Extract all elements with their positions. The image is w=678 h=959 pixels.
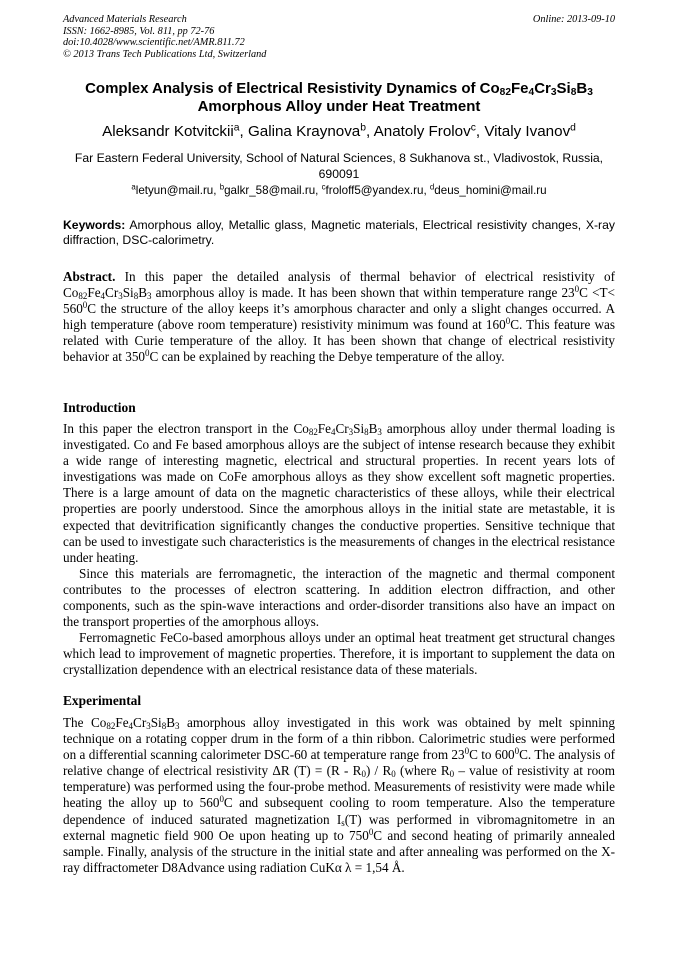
- paragraph: In this paper the electron transport in the $Co_{82}Fe_4Cr_3Si_8B_3$ amorphous alloy under thermal loading is investigated. Co and Fe based amorphous alloys are the subject of intense research because they exhibit a wide range of interesting magnetic, electrical and structural properties. In recent years lots of investigations was made on CoFe amorphous alloys as they show excellent soft magnetic properties. There is a large amount of data on the magnetic characteristics of these alloys, while their electrical properties are poorly understood. Since the amorphous alloys in the initial state are metastable, it is expected that devitrification significantly changes the conductive properties. Sensitive technique that can be used to investigate such characteristics is the measurements of changes in the electrical resistance under heating.: [63, 421, 615, 565]
- journal-header: [63, 14, 615, 60]
- email-link[interactable]: deus_homini@mail.ru: [434, 184, 547, 197]
- paragraph: Since this materials are ferromagnetic, the interaction of the magnetic and thermal component contributes to the processes of electron scattering. In addition electron diffraction, and other components, such as the spin-wave interactions and order-disorder transitions also have an impact on the transport properties of the amorphous alloys.: [63, 565, 615, 630]
- issn-line: ISSN: 1662-8985, Vol. 811, pp 72-76: [63, 25, 215, 37]
- keywords-label: Keywords:: [63, 218, 126, 232]
- keywords: [63, 218, 615, 249]
- author-name: Vitaly Ivanov: [484, 123, 571, 140]
- author-mark: b: [360, 122, 367, 134]
- experimental-body: [63, 715, 615, 876]
- keywords-text: Amorphous alloy, Metallic glass, Magnetic materials, Electrical resistivity changes, X-ray diffraction, DSC-calorimetry.: [63, 218, 615, 248]
- online-date: Online: 2013-09-10: [532, 14, 615, 25]
- paragraph: Ferromagnetic FeCo-based amorphous alloys under an optimal heat treatment get structural changes which lead to improvement of magnetic properties. Therefore, it is important to supplement the data on crystallization dependence with an electrical resistance data of these materials.: [63, 630, 615, 678]
- introduction-body: [63, 421, 615, 679]
- copyright-line: © 2013 Trans Tech Publications Ltd, Switzerland: [63, 48, 267, 60]
- author-list: Aleksandr Kotvitckii$^a$, Galina Kraynova$^b$, Anatoly Frolov$^c$, Vitaly Ivanov$^d$: [102, 122, 576, 140]
- paper-title: [40, 80, 638, 116]
- abstract: Abstract. In this paper the detailed analysis of thermal behavior of electrical resistivity of $Co_{82}Fe_4Cr_3Si_8B_3$ amorphous alloy is made. It has been shown that within temperature range $23^0C <T< 560^0C$ the structure of the alloy keeps it’s amorphous character and only a slight changes occurred. A high temperature (above room temperature) resistivity minimum was found at $160^0C$. This feature was related with Curie temperature of the alloy. It has been shown that change of electrical resistivity behavior at $350^0C$ can be explained by reaching the Debye temperature of the alloy.: [63, 269, 615, 365]
- section-heading-introduction: Introduction: [63, 400, 136, 415]
- email-list: $^a$letyun@mail.ru, $^b$galkr_58@mail.ru, $^c$froloff5@yandex.ru, $^d$deus_homini@mail.ru: [131, 182, 547, 197]
- author-mark: d: [570, 122, 576, 134]
- paragraph: The $Co_{82}Fe_4Cr_3Si_8B_3$ amorphous alloy investigated in this work was obtained by melt spinning technique on a rotating copper drum in the form of a thin ribbon. Calorimetric studies were performed on a differential scanning calorimeter DSC-60 at temperature range from $23^0C$ to $600^0C$. The analysis of relative change of electrical resistivity ΔR $(T) = (R - R_0) / R_0$ (where $R_0$ – value of resistivity at room temperature) was performed using the four-probe method. Measurements of resistivity were made while heating the alloy up to $560^0C$ and subsequent cooling to room temperature. Also the temperature dependence of induced saturated magnetization $I_s(T)$ was performed in vibromagnitometre in an external magnetic field 900 Oe upon heating up to $750^0C$ and second heating of primarily annealed sample. Finally, analysis of the structure in the initial state and after annealing was performed on the X-ray diffractometer D8Advance using radiation CuKα λ = 1,54 Å.: [63, 715, 616, 875]
- email-link[interactable]: galkr_58@mail.ru: [224, 184, 316, 197]
- email-link[interactable]: froloff5@yandex.ru: [325, 184, 424, 197]
- author-name: Galina Kraynova: [247, 123, 361, 140]
- journal-name: Advanced Materials Research: [63, 14, 187, 25]
- alloy-formula: $Co_{82}Fe_4Cr_3Si_8B_3$: [293, 421, 382, 437]
- author-mark: a: [233, 122, 240, 134]
- affiliation: Far Eastern Federal University, School of Natural Sciences, 8 Sukhanova st., Vladivostok, Russia, 690091: [74, 151, 604, 181]
- abstract-label: Abstract.: [63, 269, 116, 284]
- author-name: Anatoly Frolov: [373, 123, 471, 140]
- section-heading-experimental: Experimental: [63, 693, 142, 708]
- title-line-2: Amorphous Alloy under Heat Treatment: [197, 98, 481, 115]
- title-line-1: Complex Analysis of Electrical Resistivity Dynamics of $Co_{82}Fe_4Cr_3Si_8B_3$: [85, 80, 593, 99]
- alloy-formula: $Co_{82}Fe_4Cr_3Si_8B_3$: [91, 715, 180, 731]
- author-mark: c: [470, 122, 476, 134]
- doi-line: doi:10.4028/www.scientific.net/AMR.811.72: [63, 37, 245, 49]
- email-link[interactable]: letyun@mail.ru: [135, 184, 214, 197]
- alloy-formula: $Co_{82}Fe_4Cr_3Si_8B_3$: [63, 285, 152, 301]
- author-name: Aleksandr Kotvitckii: [102, 123, 234, 140]
